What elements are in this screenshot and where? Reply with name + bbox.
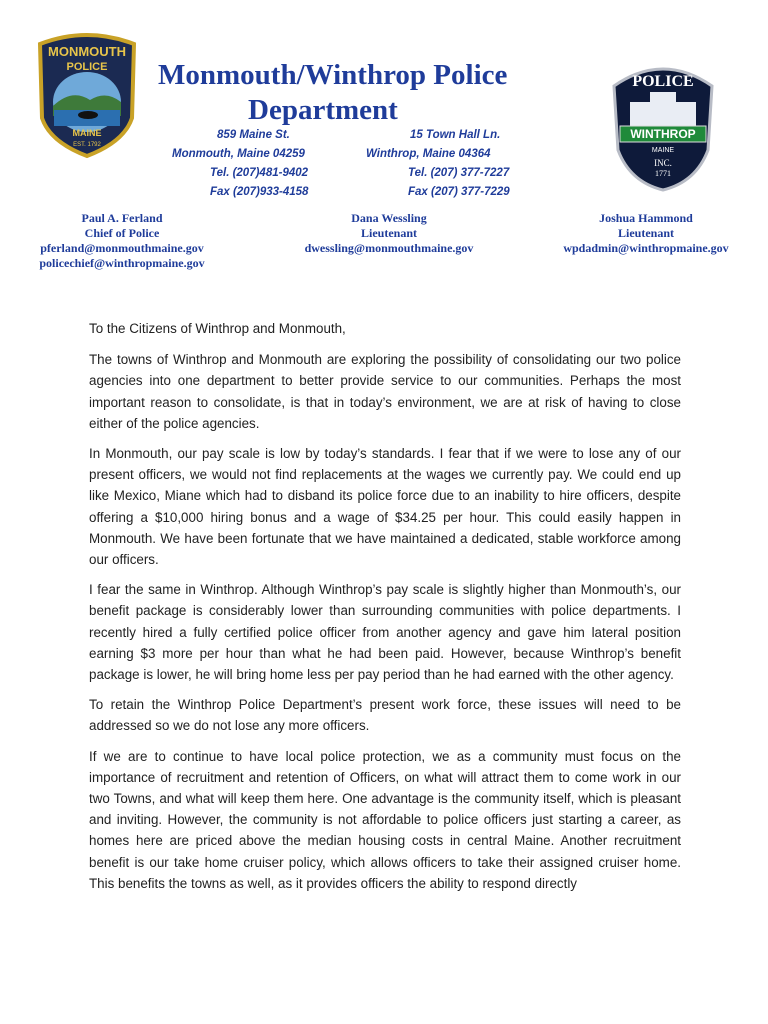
staff-email-secondary[interactable]: policechief@winthropmaine.gov [39, 256, 205, 270]
monmouth-police-badge [32, 30, 142, 160]
letter-paragraph: I fear the same in Winthrop. Although Winthrop’s pay scale is slightly higher than Monmouth’s, our benefit package is considerably lower than surrounding communities with police departments. I recently hired a fully certified police officer from another agency and gave him lateral position earning $3 more per hour than what he had been paid. However, because Winthrop’s benefit package is lower, he will bring home less per pay period than he had earned with the other agency. [89, 582, 681, 683]
staff-lieutenant-wessling [292, 211, 486, 256]
staff-email[interactable]: pferland@monmouthmaine.gov [40, 241, 204, 255]
staff-name: Paul A. Ferland [81, 211, 163, 225]
winthrop-police-badge [604, 58, 722, 194]
letter-paragraph: In Monmouth, our pay scale is low by today’s standards. I fear that if we were to lose any of our present officers, we would not find replacements at the wages we currently pay. We could end up like Mexico, Miane which had to disband its police force due to an inability to hire officers, despite offering a $10,000 hiring bonus and a wage of $34.25 per hour. This could easily happen in Monmouth. We have been fortunate that we have maintained a dedicated, stable workforce among our officers. [89, 446, 681, 568]
badge-building-roof [650, 92, 676, 104]
staff-title: Lieutenant [360, 226, 417, 240]
page-title-line1: Monmouth/Winthrop Police [158, 59, 508, 91]
staff-lieutenant-hammond [556, 211, 736, 256]
badge-state-text: MAINE [651, 147, 675, 154]
letter-salutation: To the Citizens of Winthrop and Monmouth, [89, 321, 346, 336]
staff-email[interactable]: dwessling@monmouthmaine.gov [304, 241, 474, 255]
badge-est-text: EST. 1792 [73, 142, 101, 148]
winthrop-address-line: 15 Town Hall Ln. [410, 129, 501, 141]
badge-building [630, 102, 696, 128]
staff-title: Lieutenant [617, 226, 674, 240]
badge-town-text: WINTHROP [630, 127, 696, 141]
staff-chief [30, 211, 214, 271]
monmouth-address-line: 859 Maine St. [217, 129, 290, 141]
winthrop-fax: Fax (207) 377-7229 [408, 186, 510, 198]
badge-inc-text: INC. [654, 158, 672, 168]
monmouth-fax: Fax (207)933-4158 [210, 186, 309, 198]
badge-sub-text: POLICE [66, 61, 108, 73]
letter-paragraph: If we are to continue to have local police protection, we as a community must focus on the importance of recruitment and retention of Officers, on what will attract them to come work in our two Towns, and what will keep them here. One advantage is the community itself, which is pleasant and inviting. However, the community is not affordable to police officers just starting a career, as homes here are priced above the median housing costs in central Maine. Another recruitment benefit is our take home cruiser policy, which allows officers to take their assigned cruiser home. This benefits the towns as well, as it provides officers the ability to respond directly [89, 748, 681, 891]
badge-state-text: MAINE [72, 128, 102, 138]
letter-paragraph: To retain the Winthrop Police Department’s present work force, these issues will need to be addressed so we do not lose any more officers. [89, 697, 681, 734]
staff-email[interactable]: wpdadmin@winthropmaine.gov [563, 241, 729, 255]
winthrop-address-line: Winthrop, Maine 04364 [366, 148, 491, 160]
winthrop-address [366, 126, 510, 202]
winthrop-tel: Tel. (207) 377-7227 [408, 167, 510, 179]
monmouth-address-line: Monmouth, Maine 04259 [172, 148, 305, 160]
staff-title: Chief of Police [84, 226, 160, 240]
badge-year-text: 1771 [655, 169, 671, 178]
staff-name: Joshua Hammond [599, 211, 693, 225]
monmouth-address [172, 126, 308, 202]
staff-name: Dana Wessling [351, 211, 427, 225]
badge-top-text: POLICE [632, 73, 694, 90]
letter-body [89, 318, 681, 903]
letter-paragraph: The towns of Winthrop and Monmouth are exploring the possibility of consolidating our two police agencies into one department to better provide service to our communities. Perhaps the most important reason to consolidate, is that in today’s environment, we are at risk of having to close either of the police agencies. [89, 352, 681, 431]
badge-top-text: MONMOUTH [48, 44, 126, 59]
monmouth-tel: Tel. (207)481-9402 [210, 167, 309, 179]
page-title-line2: Department [248, 94, 398, 126]
badge-loon [78, 111, 98, 119]
